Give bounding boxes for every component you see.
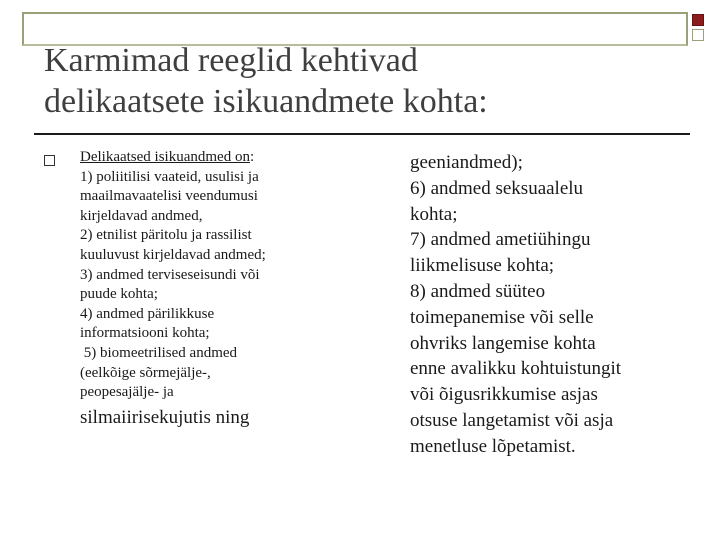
- left-line: informatsiooni kohta;: [80, 325, 210, 342]
- left-line: (eelkõige sõrmejälje-,: [80, 364, 211, 381]
- left-line: 2) etnilist päritolu ja rassilist: [80, 227, 252, 244]
- slide-title: [44, 40, 684, 122]
- left-line-large: silmaiirisekujutis ning: [80, 406, 250, 428]
- left-line: kirjeldavad andmed,: [80, 207, 203, 224]
- bullet-square-icon: [44, 155, 55, 166]
- title-line-2: delikaatsete isikuandmete kohta:: [44, 83, 488, 120]
- decorative-red-square: [692, 14, 704, 26]
- left-column-text: [80, 148, 340, 431]
- right-line: ohvriks langemise kohta: [410, 332, 596, 354]
- right-line: või õigusrikkumise asjas: [410, 384, 598, 406]
- right-line: liikmelisuse kohta;: [410, 255, 555, 277]
- left-heading: [80, 148, 340, 168]
- right-line: menetluse lõpetamist.: [410, 435, 576, 457]
- right-line: geeniandmed);: [410, 152, 523, 173]
- decorative-outline-square: [692, 29, 704, 41]
- left-line: peopesajälje- ja: [80, 384, 174, 401]
- left-heading-suffix: :: [249, 149, 255, 165]
- left-line: maailmavaatelisi veendumusi: [80, 188, 258, 205]
- right-line: kohta;: [410, 203, 458, 225]
- right-line: toimepanemise või selle: [410, 306, 594, 328]
- title-line-1: Karmimad reeglid kehtivad: [44, 42, 418, 79]
- left-line: puude kohta;: [80, 286, 158, 303]
- right-line: 7) andmed ametiühingu: [410, 229, 591, 251]
- right-line: 8) andmed süüteo: [410, 280, 546, 302]
- title-divider: [34, 133, 690, 135]
- left-line: 5) biomeetrilised andmed: [80, 344, 238, 361]
- right-line: 6) andmed seksuaalelu: [410, 177, 584, 199]
- right-line: otsuse langetamist või asja: [410, 409, 614, 431]
- left-line: 4) andmed pärilikkuse: [80, 305, 215, 322]
- left-line: kuuluvust kirjeldavad andmed;: [80, 246, 266, 263]
- left-line: 3) andmed terviseseisundi või: [80, 266, 260, 283]
- right-line: enne avalikku kohtuistungit: [410, 358, 622, 380]
- left-line: 1) poliitilisi vaateid, usulisi ja: [80, 168, 259, 185]
- left-heading-underlined: Delikaatsed isikuandmed on: [80, 149, 250, 165]
- right-column-text: [410, 150, 710, 460]
